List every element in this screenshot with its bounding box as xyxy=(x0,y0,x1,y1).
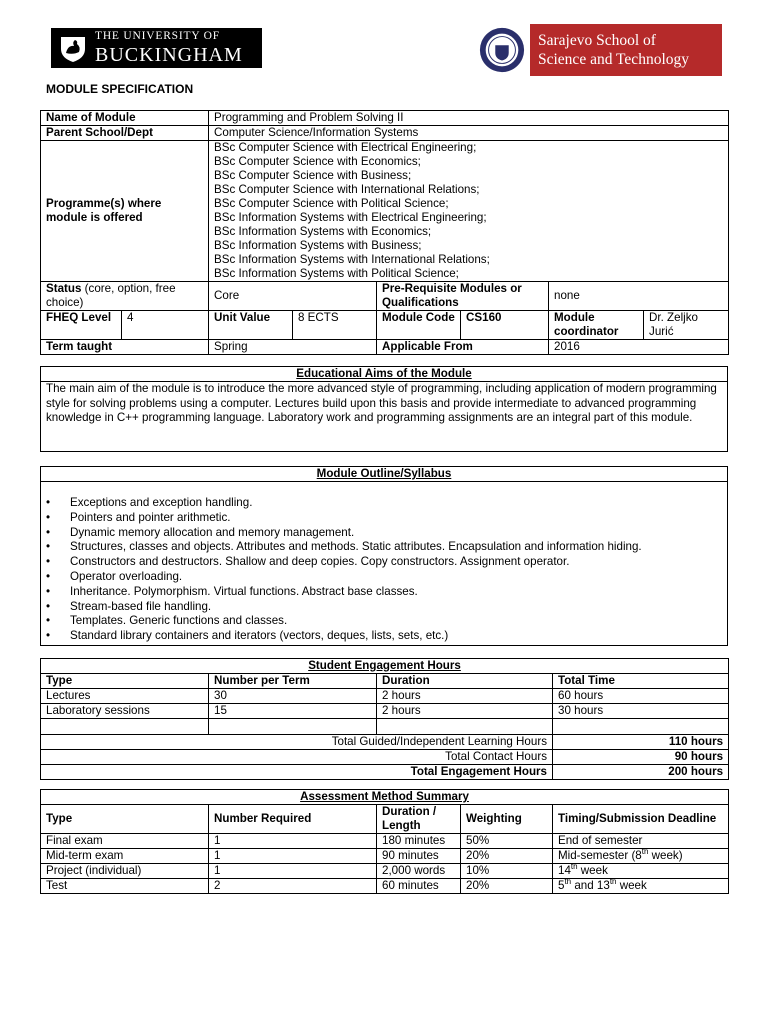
column-header: Duration / Length xyxy=(377,805,461,834)
logo-text-bottom: BUCKINGHAM xyxy=(95,43,243,66)
list-item: • Standard library containers and iterators (vectors, deques, lists, sets, etc.) xyxy=(46,629,727,644)
syllabus-list xyxy=(41,496,727,644)
table-row: Mid-term exam 1 90 minutes 20% Mid-semester (8th week) xyxy=(41,849,729,864)
programme-item: BSc Information Systems with Political Science; xyxy=(214,267,459,280)
educational-aims-text: The main aim of the module is to introduce the more advanced style of programming, including application of modern programming style for solving problems using a computer. Lectures build upon this basis and provide intermediate to advanced programming knowledge in C++ programming language. Laboratory work and programming assignments are an integral part of this module. xyxy=(46,382,717,424)
parent-school-label: Parent School/Dept xyxy=(41,126,209,141)
status-label: Status (core, option, free choice) xyxy=(41,282,209,311)
unit-value-value: 8 ECTS xyxy=(293,311,377,340)
column-header: Number Required xyxy=(209,805,377,834)
educational-aims-heading: Educational Aims of the Module xyxy=(296,367,472,380)
guided-hours-value: 110 hours xyxy=(553,735,729,750)
table-row: Laboratory sessions 15 2 hours 30 hours xyxy=(41,704,729,719)
column-header: Timing/Submission Deadline xyxy=(553,805,729,834)
programme-item: BSc Computer Science with Electrical Engineering; xyxy=(214,141,477,154)
programmes-list xyxy=(209,141,729,282)
list-item: • Stream-based file handling. xyxy=(46,600,727,615)
engagement-heading: Student Engagement Hours xyxy=(308,659,461,672)
column-header: Number per Term xyxy=(209,674,377,689)
table-row: Final exam 1 180 minutes 50% End of semester xyxy=(41,834,729,849)
applicable-from-label: Applicable From xyxy=(377,340,549,355)
document-title: MODULE SPECIFICATION xyxy=(46,82,194,96)
list-item: • Constructors and destructors. Shallow and deep copies. Copy constructors. Assignment operator. xyxy=(46,555,727,570)
column-header: Type xyxy=(41,674,209,689)
list-item: • Dynamic memory allocation and memory management. xyxy=(46,526,727,541)
educational-aims-section xyxy=(40,366,728,452)
unit-value-label: Unit Value xyxy=(209,311,293,340)
term-taught-label: Term taught xyxy=(41,340,209,355)
column-header: Type xyxy=(41,805,209,834)
programmes-label: Programme(s) where module is offered xyxy=(41,141,209,282)
fheq-level-label: FHEQ Level xyxy=(41,311,122,340)
ssst-name-line2: Science and Technology xyxy=(538,51,689,68)
ssst-seal-icon xyxy=(474,24,530,76)
contact-hours-label: Total Contact Hours xyxy=(41,750,553,765)
table-row: Test 2 60 minutes 20% 5th and 13th week xyxy=(41,879,729,894)
module-info-table xyxy=(40,110,729,355)
column-header: Total Time xyxy=(553,674,729,689)
name-of-module-value: Programming and Problem Solving II xyxy=(209,111,729,126)
programme-item: BSc Information Systems with Business; xyxy=(214,239,422,252)
table-row xyxy=(41,719,729,735)
name-of-module-label: Name of Module xyxy=(41,111,209,126)
applicable-from-value: 2016 xyxy=(549,340,729,355)
module-code-label: Module Code xyxy=(377,311,461,340)
swan-crest-icon xyxy=(59,33,87,63)
ssst-logo xyxy=(474,24,722,76)
programme-item: BSc Computer Science with Economics; xyxy=(214,155,421,168)
module-coordinator-value: Dr. Zeljko Jurić xyxy=(644,311,729,340)
contact-hours-value: 90 hours xyxy=(553,750,729,765)
module-coordinator-label: Module coordinator xyxy=(549,311,644,340)
fheq-level-value: 4 xyxy=(122,311,209,340)
university-of-buckingham-logo xyxy=(51,28,262,68)
assessment-heading: Assessment Method Summary xyxy=(300,790,469,803)
module-outline-section xyxy=(40,466,728,646)
module-code-value: CS160 xyxy=(461,311,549,340)
guided-hours-label: Total Guided/Independent Learning Hours xyxy=(41,735,553,750)
module-outline-heading: Module Outline/Syllabus xyxy=(316,467,452,480)
programme-item: BSc Information Systems with Electrical Engineering; xyxy=(214,211,487,224)
total-hours-value: 200 hours xyxy=(553,765,729,780)
status-value: Core xyxy=(209,282,377,311)
list-item: • Pointers and pointer arithmetic. xyxy=(46,511,727,526)
list-item: • Inheritance. Polymorphism. Virtual functions. Abstract base classes. xyxy=(46,585,727,600)
column-header: Duration xyxy=(377,674,553,689)
logo-text-top: THE UNIVERSITY OF xyxy=(95,30,220,43)
term-taught-value: Spring xyxy=(209,340,377,355)
programme-item: BSc Computer Science with Business; xyxy=(214,169,412,182)
list-item: • Templates. Generic functions and classes. xyxy=(46,614,727,629)
table-row: Project (individual) 1 2,000 words 10% 14th week xyxy=(41,864,729,879)
prereq-value: none xyxy=(549,282,729,311)
column-header: Weighting xyxy=(461,805,553,834)
ssst-name-line1: Sarajevo School of xyxy=(538,32,656,49)
engagement-hours-table xyxy=(40,658,729,780)
prereq-label: Pre-Requisite Modules or Qualifications xyxy=(377,282,549,311)
list-item: • Operator overloading. xyxy=(46,570,727,585)
table-row: Lectures 30 2 hours 60 hours xyxy=(41,689,729,704)
assessment-table xyxy=(40,789,729,894)
programme-item: BSc Computer Science with Political Science; xyxy=(214,197,449,210)
programme-item: BSc Information Systems with Economics; xyxy=(214,225,432,238)
total-hours-label: Total Engagement Hours xyxy=(41,765,553,780)
page-header xyxy=(46,24,722,76)
programme-item: BSc Computer Science with International Relations; xyxy=(214,183,480,196)
list-item: • Structures, classes and objects. Attributes and methods. Static attributes. Encapsulation and information hiding. xyxy=(46,540,727,555)
parent-school-value: Computer Science/Information Systems xyxy=(209,126,729,141)
list-item: • Exceptions and exception handling. xyxy=(46,496,727,511)
programme-item: BSc Information Systems with International Relations; xyxy=(214,253,490,266)
